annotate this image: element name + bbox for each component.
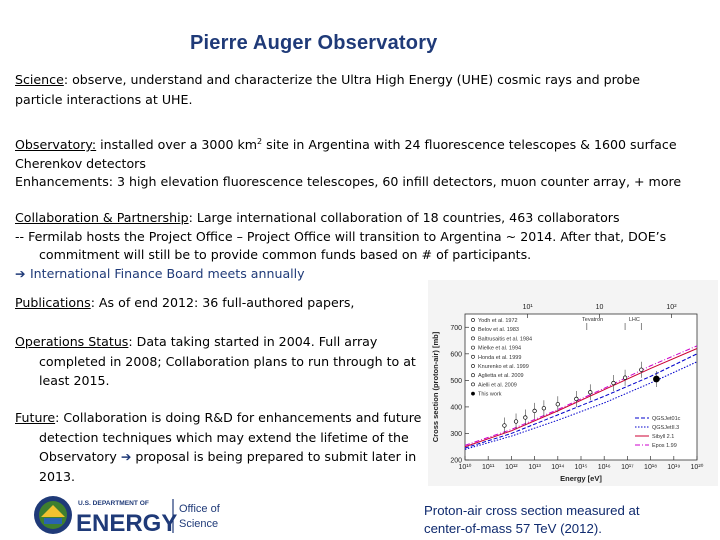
cross-section-chart bbox=[428, 280, 718, 486]
x-tick-label: 10¹⁸ bbox=[644, 464, 658, 471]
doe-seal-icon bbox=[34, 496, 72, 534]
top-label-tevatron: Tevatron bbox=[582, 317, 604, 323]
data-point bbox=[542, 406, 546, 410]
data-point bbox=[588, 391, 592, 395]
arrow-right-icon: ➔ bbox=[15, 265, 30, 281]
chart-caption bbox=[424, 502, 640, 537]
future-label: Future bbox=[15, 410, 56, 425]
legend-line-label: Epos 1.99 bbox=[652, 443, 677, 449]
data-point bbox=[623, 376, 627, 380]
y-axis-label: Cross section (proton-air) [mb] bbox=[431, 331, 440, 443]
data-point bbox=[524, 416, 528, 420]
x-tick-label: 10¹⁷ bbox=[621, 464, 634, 471]
data-point bbox=[514, 420, 518, 424]
y-tick-label: 300 bbox=[450, 430, 462, 438]
publications-text: : As of end 2012: 36 full-authored papers, bbox=[90, 295, 355, 310]
caption-line-2: center-of-mass 57 TeV (2012). bbox=[424, 520, 602, 536]
data-point bbox=[533, 409, 537, 413]
future-text-post: proposal is being prepared to submit later in 2013. bbox=[39, 449, 417, 484]
science-label: Science bbox=[15, 72, 64, 87]
y-tick-label: 500 bbox=[450, 377, 462, 385]
legend-point-label: Aielli et al. 2009 bbox=[478, 382, 517, 389]
operations-paragraph bbox=[15, 332, 429, 391]
observatory-text-post: site in Argentina with 24 fluorescence telescopes & 1600 surface Cherenkov detectors bbox=[15, 137, 677, 171]
x-tick-label: 10¹⁶ bbox=[597, 464, 611, 471]
operations-label: Operations Status bbox=[15, 334, 129, 349]
chart-svg bbox=[428, 280, 718, 486]
x-tick-label: 10¹¹ bbox=[481, 464, 495, 471]
collaboration-label: Collaboration & Partnership bbox=[15, 210, 189, 225]
caption-line-1: Proton-air cross section measured at bbox=[424, 503, 640, 518]
legend-marker bbox=[471, 355, 474, 358]
x-axis-label: Energy [eV] bbox=[560, 474, 602, 483]
x-tick-label: 10¹⁵ bbox=[574, 464, 588, 471]
enhancements-text: Enhancements: 3 high elevation fluorescence telescopes, 60 infill detectors, muon counter array, + more bbox=[15, 174, 682, 190]
top-label-lhc: LHC bbox=[628, 317, 640, 323]
legend-point-label: Knurenko et al. 1999 bbox=[478, 364, 529, 370]
data-point bbox=[653, 376, 659, 382]
logo-energy-text: ENERGY bbox=[76, 510, 178, 537]
y-tick-label: 400 bbox=[450, 404, 462, 412]
x-tick-label: 10¹⁴ bbox=[551, 464, 565, 471]
data-point bbox=[556, 402, 560, 406]
finance-board-text: International Finance Board meets annually bbox=[29, 265, 305, 281]
legend-point-label: This work bbox=[478, 391, 502, 398]
future-paragraph bbox=[15, 408, 429, 486]
y-tick-label: 600 bbox=[450, 351, 462, 359]
data-point bbox=[640, 368, 644, 372]
legend-point-label: Honda et al. 1999 bbox=[478, 354, 522, 361]
operations-text: : Data taking started in 2004. Full array completed in 2008; Collaboration plans to run through to at least 2015. bbox=[39, 334, 416, 388]
doe-office-of-science-logo bbox=[32, 493, 242, 537]
collaboration-paragraph bbox=[15, 209, 705, 283]
x-tick-label: 10¹⁰ bbox=[458, 464, 472, 471]
observatory-label: Observatory: bbox=[15, 137, 97, 153]
logo-dept-text: U.S. DEPARTMENT OF bbox=[78, 500, 149, 507]
legend-marker bbox=[471, 346, 474, 349]
publications-label: Publications bbox=[15, 295, 91, 310]
legend-marker bbox=[471, 364, 474, 367]
x-tick-label: 10¹³ bbox=[528, 464, 541, 471]
science-text: : observe, understand and characterize the Ultra High Energy (UHE) cosmic rays and probe particle interactions at UHE. bbox=[15, 72, 640, 107]
observatory-text-pre: installed over a 3000 km bbox=[96, 137, 258, 153]
legend-point-label: Baltrusaitis et al. 1984 bbox=[478, 336, 533, 343]
x-tick-label: 10¹² bbox=[505, 464, 518, 471]
top-tick-label: 10 bbox=[595, 304, 604, 311]
logo-science-text: Science bbox=[179, 518, 219, 530]
top-tick-label: 10¹ bbox=[522, 304, 533, 311]
logo-office-text: Office of bbox=[179, 503, 220, 515]
legend-point-label: Aglietta et al. 2009 bbox=[478, 373, 524, 380]
legend-line-label: Sibyll 2.1 bbox=[652, 434, 675, 440]
legend-line-label: QGSJet01c bbox=[652, 416, 681, 422]
legend-marker bbox=[471, 337, 474, 340]
legend-point-label: Mielke et al. 1994 bbox=[478, 345, 522, 352]
legend-point-label: Yodh et al. 1972 bbox=[478, 318, 518, 324]
legend-point-label: Belov et al. 1983 bbox=[478, 327, 519, 334]
page-title: Pierre Auger Observatory bbox=[190, 32, 438, 54]
observatory-paragraph bbox=[15, 133, 705, 192]
data-point bbox=[503, 424, 507, 428]
legend-marker bbox=[471, 328, 474, 331]
legend-marker bbox=[471, 374, 474, 377]
legend-marker bbox=[471, 392, 474, 395]
y-tick-label: 200 bbox=[450, 457, 462, 465]
science-paragraph bbox=[15, 70, 655, 109]
publications-paragraph bbox=[15, 293, 435, 313]
legend-line-label: QGSJetII.3 bbox=[652, 425, 680, 431]
legend-marker bbox=[471, 318, 474, 321]
x-tick-label: 10¹⁹ bbox=[667, 464, 681, 471]
data-point bbox=[612, 381, 616, 385]
data-point bbox=[575, 397, 579, 401]
x-tick-label: 10²⁰ bbox=[690, 464, 704, 471]
legend-marker bbox=[471, 383, 474, 386]
fermilab-text: -- Fermilab hosts the Project Office – Project Office will transition to Argentina ~ 2014. After that, DOE’s commitment will still be to provide common funds based on # of participants. bbox=[15, 228, 667, 262]
top-tick-label: 10² bbox=[666, 304, 677, 311]
collaboration-text: : Large international collaboration of 18 countries, 463 collaborators bbox=[188, 210, 620, 225]
future-text-pre: : Collaboration is doing R&D for enhancements and future detection techniques which may extend the lifetime of the Observatory bbox=[39, 410, 422, 464]
arrow-right-icon: ➔ bbox=[120, 449, 132, 464]
y-tick-label: 700 bbox=[450, 324, 462, 332]
observatory-sup: 2 bbox=[257, 137, 263, 146]
